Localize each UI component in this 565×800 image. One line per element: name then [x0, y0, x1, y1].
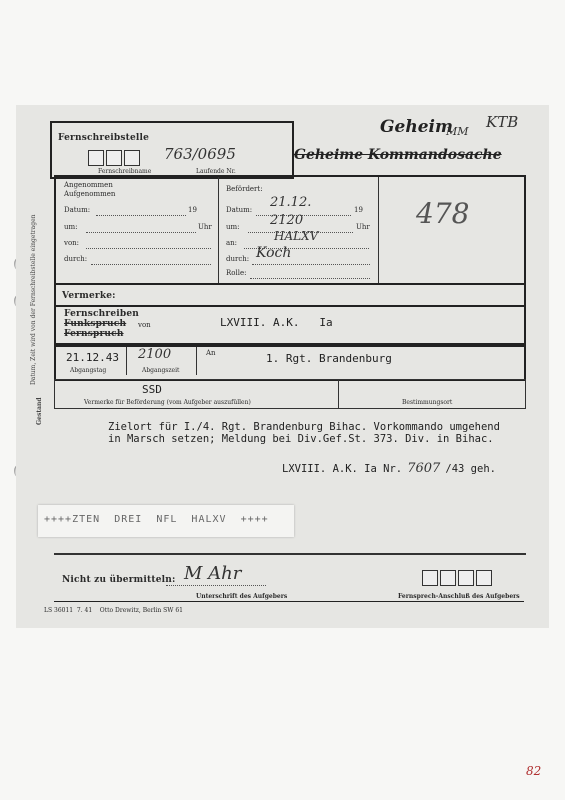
- sender-from-label: von: [138, 321, 151, 329]
- received-by-label: durch:: [64, 255, 88, 263]
- forwarded-time-unit: Uhr: [356, 223, 370, 231]
- dispatch-date-value: 21.12.43: [66, 351, 119, 364]
- dispatch-date-label: Abgangstag: [70, 367, 107, 374]
- phone-label: Fernsprech-Anschluß des Aufgebers: [398, 593, 520, 600]
- dispatch-to-label: An: [206, 349, 216, 357]
- reference-number: 478: [416, 197, 470, 230]
- notes-row: [54, 283, 526, 307]
- sender-type-3: Fernspruch: [64, 329, 124, 339]
- message-line-2: in Marsch setzen; Meldung bei Div.Gef.St. 373. Div. in Bihac.: [108, 433, 494, 445]
- received-date-label: Datum:: [64, 206, 91, 214]
- code-box: [124, 150, 140, 166]
- teletype-strip-text: ++++ZTEN DREI NFL HALXV ++++: [44, 514, 269, 525]
- name-box-label: Fernschreibname: [98, 168, 152, 175]
- received-year-prefix: 19: [188, 206, 197, 214]
- received-time-unit: Uhr: [198, 223, 212, 231]
- forwarded-time-value: 2120: [270, 213, 304, 228]
- classification-struck: Geheime Kommandosache: [294, 147, 502, 163]
- phone-box: [476, 570, 492, 586]
- forwarded-to-label: an:: [226, 239, 238, 247]
- received-time-label: um:: [64, 223, 78, 231]
- priority-label: Vermerke für Beförderung (vom Aufgeber auszufüllen): [84, 399, 251, 406]
- message-signature: [282, 457, 496, 476]
- ktb-mark: KTB: [486, 113, 519, 131]
- sender-signature: M Ahr: [184, 563, 242, 584]
- teletype-strip: [38, 505, 294, 537]
- forwarded-header: Befördert:: [226, 185, 263, 193]
- forwarded-date-value: 21.12.: [270, 195, 312, 210]
- dispatch-time-label: Abgangszeit: [142, 367, 180, 374]
- notes-label: Vermerke:: [62, 291, 116, 301]
- destination-label: Bestimmungsort: [402, 399, 453, 406]
- sender-type-2: Funkspruch: [64, 319, 127, 329]
- signature-suffix: /43 geh.: [445, 463, 496, 475]
- forwarded-date-label: Datum:: [226, 206, 253, 214]
- priority-value: SSD: [142, 383, 162, 396]
- phone-box: [440, 570, 456, 586]
- received-from-label: von:: [64, 239, 80, 247]
- footer-box: [54, 553, 526, 555]
- no-transmit-label: Nicht zu übermitteln:: [62, 575, 176, 585]
- printer-info: LS 36011 7. 41 Otto Drewitz, Berlin SW 61: [44, 607, 183, 614]
- name-code-boxes: [88, 150, 142, 170]
- forwarded-by-label: durch:: [226, 255, 250, 263]
- code-box: [106, 150, 122, 166]
- forwarded-role-label: Rolle:: [226, 269, 247, 277]
- phone-box: [422, 570, 438, 586]
- dispatch-to-value: 1. Rgt. Brandenburg: [266, 352, 392, 365]
- page-number: 82: [526, 764, 542, 778]
- sender-from-value: LXVIII. A.K. Ia: [220, 316, 333, 329]
- sender-type-1: Fernschreiben: [64, 309, 140, 319]
- side-note: Datum, Zeit wird von der Fernschreibstelle eingetragen: [30, 214, 37, 385]
- office-title: Fernschreibstelle: [58, 133, 150, 143]
- sender-signature-label: Unterschrift des Aufgebers: [196, 593, 288, 600]
- forwarded-time-label: um:: [226, 223, 240, 231]
- classification: Geheim: [380, 117, 453, 137]
- classification-mark: MM: [446, 125, 469, 138]
- message-line-1: Zielort für I./4. Rgt. Brandenburg Bihac. Vorkommando umgehend: [108, 421, 500, 433]
- forwarded-year-prefix: 19: [354, 206, 363, 214]
- forwarded-to-value: HALXV: [274, 229, 319, 243]
- phone-box: [458, 570, 474, 586]
- signature-number: 7607: [407, 461, 441, 476]
- number-box-label: Laufende Nr.: [196, 168, 236, 175]
- forwarded-by-value: Koch: [256, 245, 292, 261]
- signature-prefix: LXVIII. A.K. Ia Nr.: [282, 463, 403, 475]
- dispatch-time-value: 2100: [138, 347, 172, 362]
- phone-boxes: [422, 570, 494, 590]
- teletype-form: [16, 105, 549, 628]
- code-box: [88, 150, 104, 166]
- received-header-1: Angenommen: [64, 181, 113, 189]
- received-header-2: Aufgenommen: [64, 190, 116, 198]
- handwritten-number: 763/0695: [164, 145, 236, 163]
- side-label: Gestand: [36, 397, 43, 425]
